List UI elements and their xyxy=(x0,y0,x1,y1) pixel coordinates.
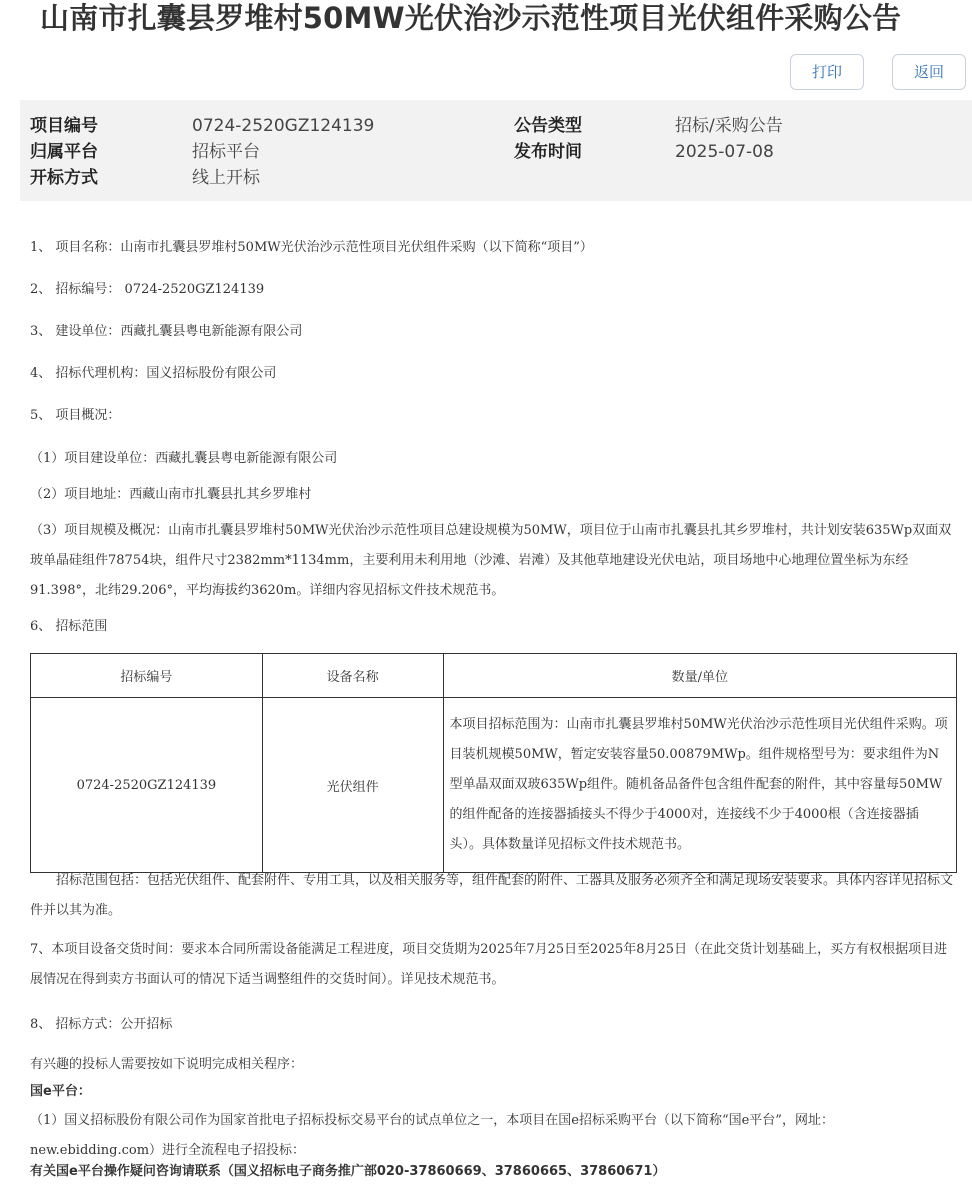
notice-type-value: 招标/采购公告 xyxy=(675,116,783,136)
section-tender-no: 2、 招标编号： 0724-2520GZ124139 xyxy=(30,282,265,297)
overview-builder: （1）项目建设单位：西藏扎囊县粤电新能源有限公司 xyxy=(30,451,338,466)
notice-meta-panel xyxy=(20,100,972,201)
table-header-row xyxy=(31,654,957,698)
section-builder: 3、 建设单位：西藏扎囊县粤电新能源有限公司 xyxy=(30,324,303,339)
section-scope: 6、 招标范围 xyxy=(30,619,108,634)
overview-address: （2）项目地址：西藏山南市扎囊县扎其乡罗堆村 xyxy=(30,487,312,502)
table-header-equipment: 设备名称 xyxy=(262,654,443,698)
table-cell-quantity: 本项目招标范围为：山南市扎囊县罗堆村50MW光伏治沙示范性项目光伏组件采购。项目装机规模50MW，暂定安装容量50.00879MWp。组件规格型号为：要求组件为N型单晶双面双玻635Wp组件。随机备品备件包含组件配套的附件，其中容量每50MW的组件配备的连接器插接头不得少于4000对，连接线不少于4000根（含连接器插头）。具体数量详见招标文件技术规范书。 xyxy=(443,698,956,873)
platform-contact: 有关国e平台操作疑问咨询请联系（国义招标电子商务推广部020-37860669、37860665、37860671） xyxy=(30,1164,666,1179)
back-button[interactable]: 返回 xyxy=(892,54,966,90)
platform-value: 招标平台 xyxy=(192,142,260,162)
procedure-intro: 有兴趣的投标人需要按如下说明完成相关程序： xyxy=(30,1057,304,1072)
publish-time-label: 发布时间 xyxy=(514,142,582,162)
section-project-name: 1、 项目名称：山南市扎囊县罗堆村50MW光伏治沙示范性项目光伏组件采购（以下简称“项目”） xyxy=(30,240,593,255)
opening-method-label: 开标方式 xyxy=(30,168,98,188)
publish-time-value: 2025-07-08 xyxy=(675,142,774,162)
overview-scale: （3）项目规模及概况：山南市扎囊县罗堆村50MW光伏治沙示范性项目总建设规模为50MW，项目位于山南市扎囊县扎其乡罗堆村，共计划安装635Wp双面双玻单晶硅组件78754块，组件尺寸2382mm*1134mm，主要利用未利用地（沙滩、岩滩）及其他草地建设光伏电站，项目场地中心地理位置坐标为东经91.398°，北纬29.206°，平均海拔约3620m。详细内容见招标文件技术规范书。 xyxy=(30,523,952,598)
page-title: 山南市扎囊县罗堆村50MW光伏治沙示范性项目光伏组件采购公告 xyxy=(40,1,902,35)
table-cell-equipment: 光伏组件 xyxy=(262,698,443,873)
project-no-value: 0724-2520GZ124139 xyxy=(192,116,375,136)
print-button[interactable]: 打印 xyxy=(790,54,864,90)
section-agency: 4、 招标代理机构：国义招标股份有限公司 xyxy=(30,366,277,381)
scope-table xyxy=(30,653,957,873)
platform-label: 归属平台 xyxy=(30,142,98,162)
section-method: 8、 招标方式：公开招标 xyxy=(30,1017,173,1032)
opening-method-value: 线上开标 xyxy=(192,168,260,188)
scope-note: 招标范围包括：包括光伏组件、配套附件、专用工具，以及相关服务等，组件配套的附件、工器具及服务必须齐全和满足现场安装要求。具体内容详见招标文件并以其为准。 xyxy=(30,873,954,918)
notice-type-label: 公告类型 xyxy=(514,116,582,136)
section-overview: 5、 项目概况： xyxy=(30,408,121,423)
platform-description: （1）国义招标股份有限公司作为国家首批电子招标投标交易平台的试点单位之一，本项目在国e招标采购平台（以下简称“国e平台”，网址：new.ebidding.com）进行全流程电子招投标： xyxy=(30,1113,834,1158)
platform-heading: 国e平台： xyxy=(30,1084,91,1099)
table-cell-tender-no: 0724-2520GZ124139 xyxy=(31,698,263,873)
table-row xyxy=(31,698,957,873)
table-header-quantity: 数量/单位 xyxy=(443,654,956,698)
section-delivery: 7、本项目设备交货时间：要求本合同所需设备能满足工程进度，项目交货期为2025年7月25日至2025年8月25日（在此交货计划基础上，买方有权根据项目进展情况在得到卖方书面认可的情况下适当调整组件的交货时间）。详见技术规范书。 xyxy=(30,942,948,987)
project-no-label: 项目编号 xyxy=(30,116,98,136)
table-header-tender-no: 招标编号 xyxy=(31,654,263,698)
